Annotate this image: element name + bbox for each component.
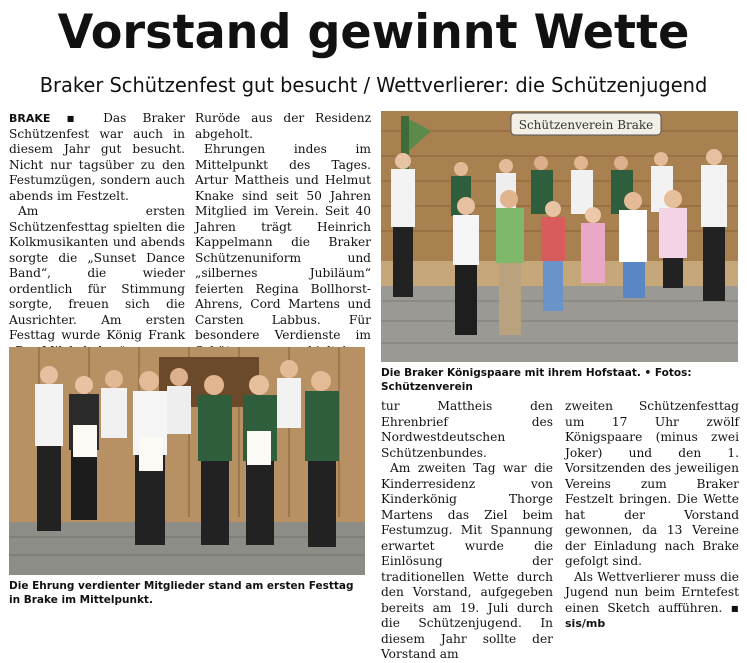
paragraph: Als Wettverlierer muss die Jugend nun beim Erntefest einen Sketch aufführen. (565, 569, 739, 615)
dateline-bullet: ▪ (66, 111, 88, 125)
signature-bullet: ▪ (730, 600, 740, 615)
photo-ehrung (9, 347, 365, 575)
subheadline: Braker Schützenfest gut besucht / Wettverlierer: die Schützenjugend (39, 73, 708, 97)
author-signature: sis/mb (565, 617, 606, 630)
photo-caption-bottom: Die Ehrung verdienter Mitglieder stand am ersten Festtag in Brake im Mittelpunkt. (9, 580, 354, 606)
text-column-2 (195, 111, 371, 343)
paragraph: Ruröde aus der Residenz abgeholt. (195, 111, 371, 141)
headline: Vorstand gewinnt Wette (57, 5, 690, 60)
text-column-4 (565, 399, 740, 630)
paragraph: Ehrungen indes im Mittelpunkt des Tages. Artur Mattheis und Helmut Knake sind seit 50 Jahren Mitglied im Verein. Seit 40 Jahren trägt Heinrich Kappelmann die Braker Schützenuniform und „silbernes Jubiläum“ feierten Regina Bollhorst-Ahrens, Cord Martens und Carsten Labbus. Für besondere Verdienste im (195, 142, 371, 342)
text-column-3 (381, 399, 553, 661)
text-column-1 (9, 111, 185, 343)
paragraph: Das Braker Schützenfest war auch in diesem Jahr gut besucht. Nicht nur tagsüber zu den Festumzügen, sondern auch abends im Festzelt. (9, 111, 185, 203)
photo-koenigspaare (381, 111, 738, 362)
paragraph: Am zweiten Tag war die Kinderresidenz von Kinderkönig Thorge Martens das Ziel beim Festumzug. Mit Spannung erwartet wurde die Einlösung der traditionellen Wette durch den Vorstand, aufgegeben bereits am 19. Juli durch die Schützenjugend. In diesem Jahr sollte der Vorstand am (381, 461, 553, 661)
club-sign-text: Schützenverein Brake (518, 118, 654, 132)
paragraph: zweiten Schützenfesttag um 17 Uhr zwölf Königspaare (minus zwei Joker) und den 1. Vorsitzenden des jeweiligen Vereins zum Braker Festzelt bringen. Die Wette hat der Vorstand gewonnen, da 13 Vereine der Einladung nach Brake gefolgt sind. (565, 399, 739, 568)
photo-caption-top: Die Braker Königspaare mit ihrem Hofstaat. • Fotos: Schützenverein (381, 367, 692, 393)
paragraph: Am ersten Schützenfesttag spielten die Kolkmusikanten und abends sorgte die „Sunset Dance Band“, die wieder ordentlich für Stimmung sorgte, freuen sich die Ausrichter. Am ersten Festtag wurde König Frank (9, 204, 185, 342)
dateline: BRAKE (9, 112, 51, 125)
paragraph: tur Mattheis den Ehrenbrief des Nordwestdeutschen Schützenbundes. (381, 399, 553, 460)
